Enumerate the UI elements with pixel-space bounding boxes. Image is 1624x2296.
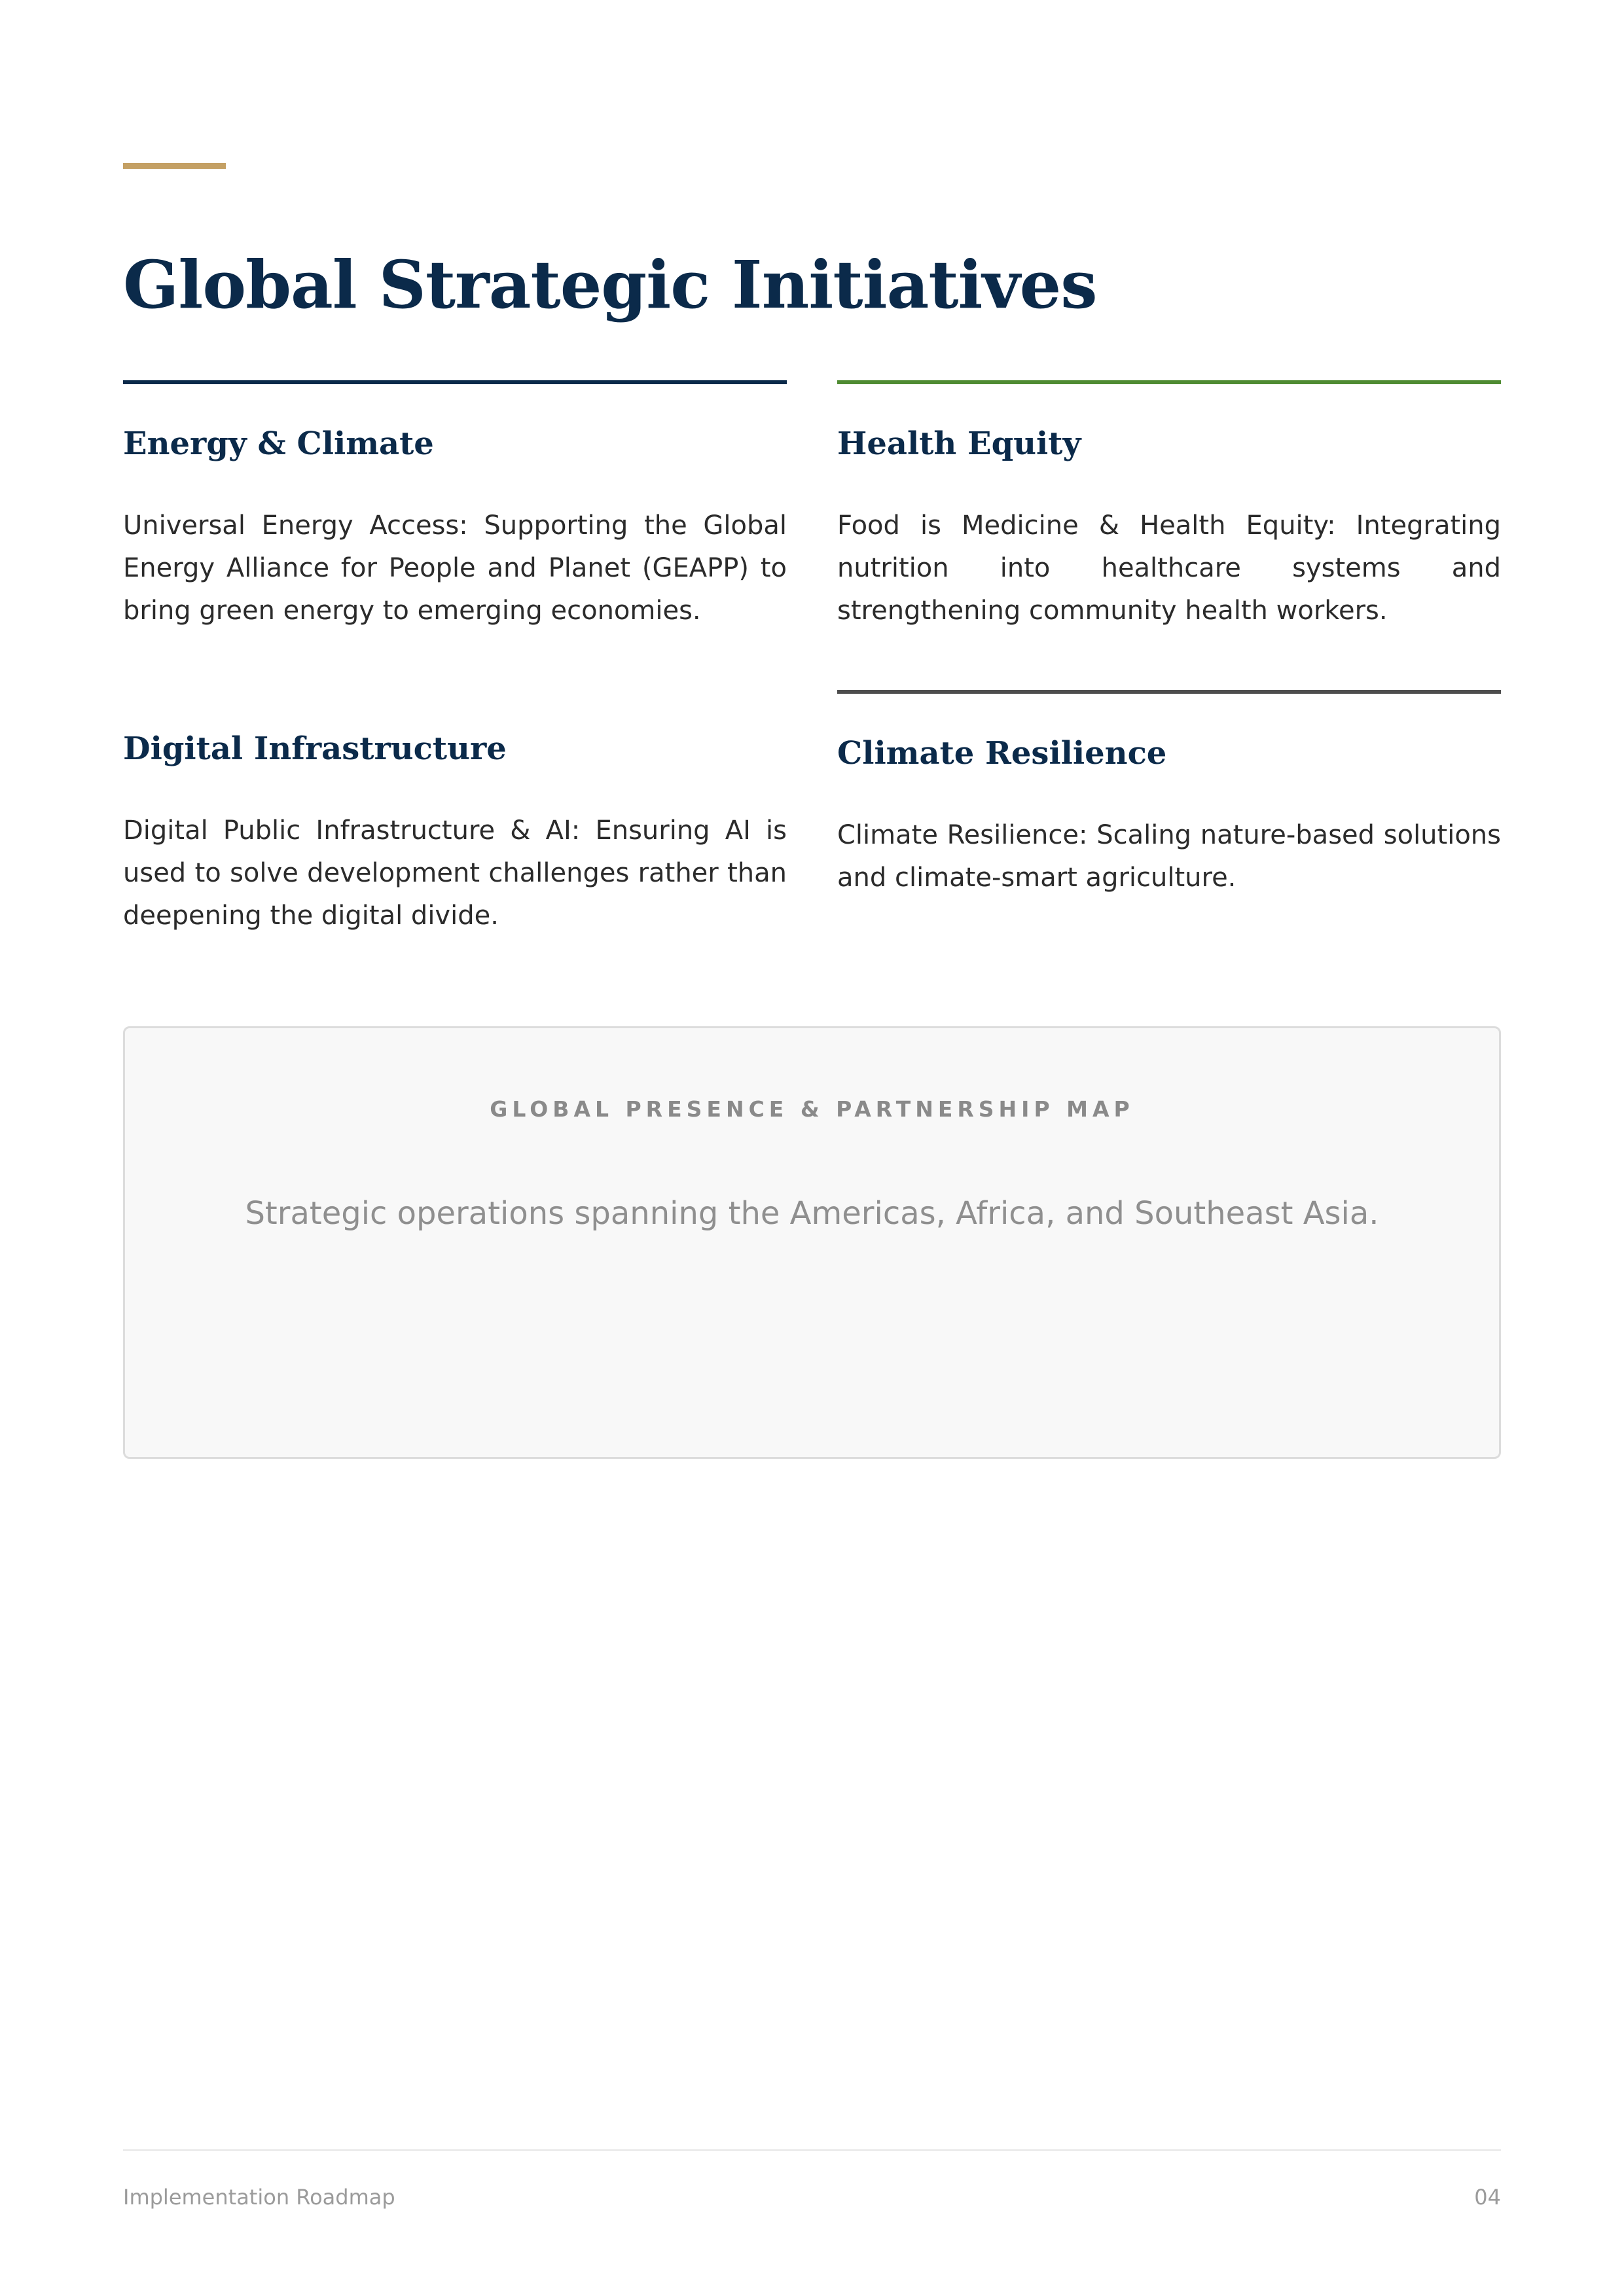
initiative-heading: Health Equity bbox=[837, 425, 1081, 462]
page-title: Global Strategic Initiatives bbox=[123, 246, 1097, 323]
footer-section-name: Implementation Roadmap bbox=[123, 2185, 395, 2210]
initiative-climate-resilience bbox=[837, 690, 1501, 899]
initiative-health-equity bbox=[837, 380, 1501, 632]
footer-divider bbox=[123, 2149, 1501, 2151]
accent-bar bbox=[123, 163, 226, 169]
initiative-heading: Climate Resilience bbox=[837, 735, 1167, 772]
partnership-map-panel bbox=[123, 1026, 1501, 1459]
map-label: GLOBAL PRESENCE & PARTNERSHIP MAP bbox=[490, 1096, 1134, 1122]
map-caption: Strategic operations spanning the Americas, Africa, and Southeast Asia. bbox=[245, 1195, 1379, 1232]
page-number: 04 bbox=[1474, 2185, 1501, 2210]
initiative-body: Digital Public Infrastructure & AI: Ensuring AI is used to solve development challenges rather than deepening the digital divide. bbox=[123, 816, 787, 931]
initiative-digital-infrastructure bbox=[123, 728, 787, 937]
document-page bbox=[123, 0, 1501, 2296]
initiative-energy-climate bbox=[123, 380, 787, 632]
initiative-heading: Energy & Climate bbox=[123, 425, 434, 462]
initiative-body: Climate Resilience: Scaling nature-based solutions and climate-smart agriculture. bbox=[837, 820, 1501, 893]
initiative-heading: Digital Infrastructure bbox=[123, 730, 507, 767]
initiative-body: Food is Medicine & Health Equity: Integrating nutrition into healthcare systems and strengthening community health workers. bbox=[837, 511, 1501, 626]
initiative-body: Universal Energy Access: Supporting the Global Energy Alliance for People and Planet (GEAPP) to bring green energy to emerging economies. bbox=[123, 511, 787, 626]
